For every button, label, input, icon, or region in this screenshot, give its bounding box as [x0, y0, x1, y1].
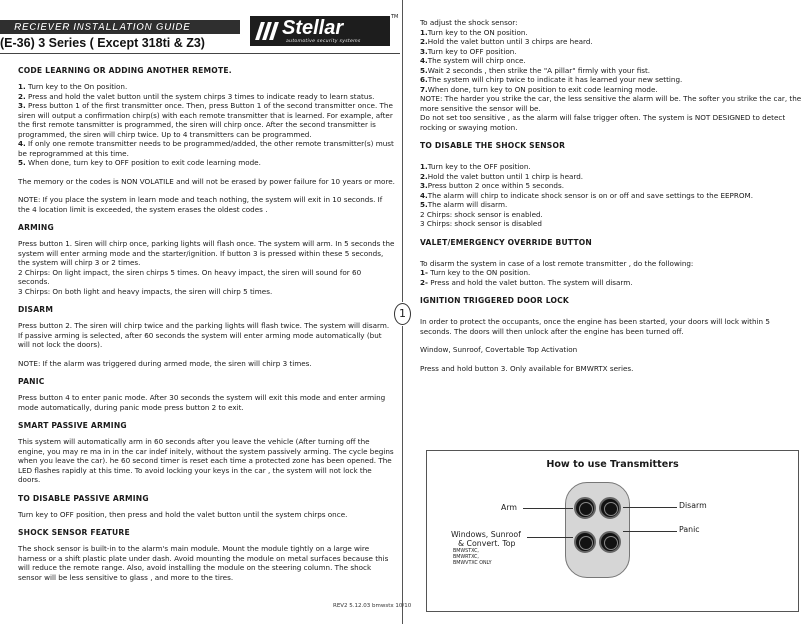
step-item: 4.The alarm will chirp to indicate shock sensor is on or off and save settings to the EEPROM. [420, 190, 753, 200]
disarm-label: Disarm [679, 501, 707, 510]
logo-box [250, 16, 390, 46]
step-item: 1- Turn key to the ON position. [420, 268, 531, 278]
step-item: 2.Hold the valet button until 3 chirps are heard. [420, 37, 593, 46]
panic-leader-line [623, 531, 677, 532]
step-item: 4. If only one remote transmitter needs to be programmed/added, the other remote transmitter(s) must be reprogrammed at this time. [18, 139, 394, 158]
panic-label: Panic [679, 525, 700, 534]
section-heading-valet: VALET/EMERGENCY OVERRIDE BUTTON [420, 237, 592, 247]
logo-wordmark: Stellar [282, 17, 344, 39]
arming-3-chirps: 3 Chirps: On both light and heavy impacts, the siren will chirp 5 times. [18, 286, 273, 296]
adjust-shock-warning: Do not set too sensitive , as the alarm will false trigger often. The system is NOT DESIGNED to detect rocking or swaying motion. [420, 113, 786, 132]
step-item: 2- Press and hold the valet button. The system will disarm. [420, 277, 633, 287]
document-header [0, 14, 399, 50]
section-heading-disarm: DISARM [18, 305, 54, 315]
windows-label: Windows, Sunroof [451, 530, 521, 539]
step-item: 1.Turn key to the OFF position. [420, 162, 531, 172]
smart-passive-text: This system will automatically arm in 60 seconds after you leave the vehicle (After turning off the engine, you may re ma in in the car indef initely, without the system passively arming. The cycle begins when you leave the car). he 60 second timer is reset each time a protected zone has been opened. The LED flashes rapidly at this time. To avoid locking your keys in the car , the system will not lock the doors. [18, 437, 394, 485]
disarm-leader-line [623, 507, 677, 508]
window-activation-text: Press and hold button 3. Only available for BMWRTX series. [420, 363, 634, 373]
right-column [420, 18, 802, 373]
logo-tagline: automotive security systems [286, 39, 361, 44]
step-item: 1. Turn key to the On position. [18, 82, 128, 92]
panic-button-icon [599, 531, 621, 553]
transmitter-diagram [426, 450, 799, 612]
windows-leader-line [527, 537, 573, 538]
step-item: 3. Press button 1 of the first transmitter once. Then, press Button 1 of the second transmitter once. The siren will output a confirmation chirp(s) with each remote transmitter that is learned. For example, after the first remote tansmitter is programmed, the siren will chirp once. After the second transmitter is programmed, the siren will chirp twice. Up to 4 transmitters can be programmed. [18, 101, 393, 139]
section-heading-shock-feature: SHOCK SENSOR FEATURE [18, 528, 130, 538]
step-item: 5.The alarm will disarm. [420, 200, 508, 210]
step-item: 5.Wait 2 seconds , then strike the "A pillar" firmly with your fist. [420, 65, 651, 75]
header-rule [0, 53, 400, 54]
shock-2-chirps: 2 Chirps: shock sensor is enabled. [420, 209, 543, 219]
arm-button-icon [574, 497, 596, 519]
shock-feature-text: The shock sensor is built-in to the alarm's main module. Mount the module tightly on a large wire harness or a shift plastic plate under dash. Avoid mounting the module on metal surfaces because this will reduce the remote range. Also, avoid installing the module on the steering column. The shock sensor will be less sensitive to glass , and more to the tires. [18, 544, 389, 582]
remote-fob [565, 482, 630, 578]
step-item: 3.Press button 2 once within 5 seconds. [420, 181, 565, 191]
convert-top-label: & Convert. Top [458, 539, 516, 548]
section-heading-disable-shock: TO DISABLE THE SHOCK SENSOR [420, 141, 566, 150]
step-item: 4.The system will chirp once. [420, 56, 526, 65]
step-item: 1.Turn key to the ON position. [420, 27, 528, 37]
adjust-shock-intro: To adjust the shock sensor: [420, 18, 518, 27]
section-heading-panic: PANIC [18, 377, 45, 387]
step-item: 7.When done, turn key to ON position to exit code learning mode. [420, 84, 658, 94]
step-item: 2. Press and hold the valet button until the system chirps 3 times to indicate ready to learn status. [18, 91, 375, 101]
section-heading-arming: ARMING [18, 223, 54, 233]
learn-mode-note: NOTE: If you place the system in learn mode and teach nothing, the system will exit in 10 seconds. If the 4 location limit is exceeded, the system erases the oldest codes . [18, 195, 383, 214]
valet-intro: To disarm the system in case of a lost remote transmitter , do the following: [420, 258, 694, 268]
guide-subtitle: (E-36) 3 Series ( Except 318ti & Z3) [0, 36, 205, 50]
arming-2-chirps: 2 Chirps: On light impact, the siren chirps 5 times. On heavy impact, the siren will sound for 60 seconds. [18, 267, 362, 287]
adjust-shock-steps [420, 28, 802, 95]
adjust-shock-note: NOTE: The harder you strike the car, the less sensitive the alarm will be. The softer you strike the car, the more sensitive the sensor will be. [420, 94, 802, 113]
transmitter-title: How to use Transmitters [546, 459, 679, 470]
memory-note: The memory or the codes is NON VOLATILE and will not be erased by power failure for 10 years or more. [18, 176, 395, 186]
models-note: BMWSTXC, BMWRTXC, BMWVTXC ONLY [453, 549, 492, 566]
arming-text: Press button 1. Siren will chirp once, parking lights will flash once. The system will arm. In 5 seconds the system will enter arming mode and the starter/ignition. If button 3 is pressed within these 5 seconds, the system will chirp 3 or 2 times. [18, 239, 395, 268]
logo-trademark: TM [391, 14, 399, 20]
column-divider-bottom [402, 326, 403, 624]
column-divider-top [402, 0, 403, 302]
stellar-logo [250, 14, 399, 50]
section-heading-smart-passive: SMART PASSIVE ARMING [18, 421, 127, 431]
arm-leader-line [523, 508, 573, 509]
section-heading-code-learning: CODE LEARNING OR ADDING ANOTHER REMOTE. [18, 66, 232, 75]
disable-shock-steps [420, 162, 802, 210]
banner-title: RECIEVER INSTALLATION GUIDE [14, 22, 191, 33]
arm-label: Arm [501, 503, 517, 512]
code-learning-steps [18, 82, 395, 168]
disarm-text: Press button 2. The siren will chirp twice and the parking lights will flash twice. The system will disarm. If passive arming is selected, after 60 seconds the system will enter arming mode automatically (but will not lock the doors). [18, 321, 390, 350]
disarm-note: NOTE: If the alarm was triggered during armed mode, the siren will chirp 3 times. [18, 358, 312, 368]
step-item: 6.The system will chirp twice to indicate it has learned your new setting. [420, 75, 683, 84]
left-column [0, 66, 395, 582]
disarm-button-icon [599, 497, 621, 519]
logo-bars-icon [256, 22, 278, 40]
panic-text: Press button 4 to enter panic mode. After 30 seconds the system will exit this mode and enter arming mode automatically, during panic mode press button 2 to exit. [18, 393, 386, 412]
window-activation-title: Window, Sunroof, Covertable Top Activation [420, 345, 578, 355]
ignition-lock-text: In order to protect the occupants, once the engine has been started, your doors will lock within 5 seconds. The doors will then unlock after the engine has been turned off. [420, 317, 770, 336]
step-item: 2.Hold the valet button until 1 chirp is heard. [420, 171, 584, 181]
disable-passive-text: Turn key to OFF position, then press and hold the valet button until the system chirps once. [18, 509, 348, 519]
section-heading-disable-passive: TO DISABLE PASSIVE ARMING [18, 493, 149, 503]
section-heading-ignition-lock: IGNITION TRIGGERED DOOR LOCK [420, 296, 569, 306]
page-number: 1 [394, 303, 411, 325]
step-item: 5. When done, turn key to OFF position to exit code learning mode. [18, 158, 261, 168]
windows-button-icon [574, 531, 596, 553]
step-item: 3.Turn key to OFF position. [420, 46, 517, 56]
revision-footer: REV2 5.12.03 bmwstx 10/10 [333, 603, 412, 609]
guide-banner [0, 20, 240, 34]
shock-3-chirps: 3 Chirps: shock sensor is disabled [420, 219, 542, 229]
